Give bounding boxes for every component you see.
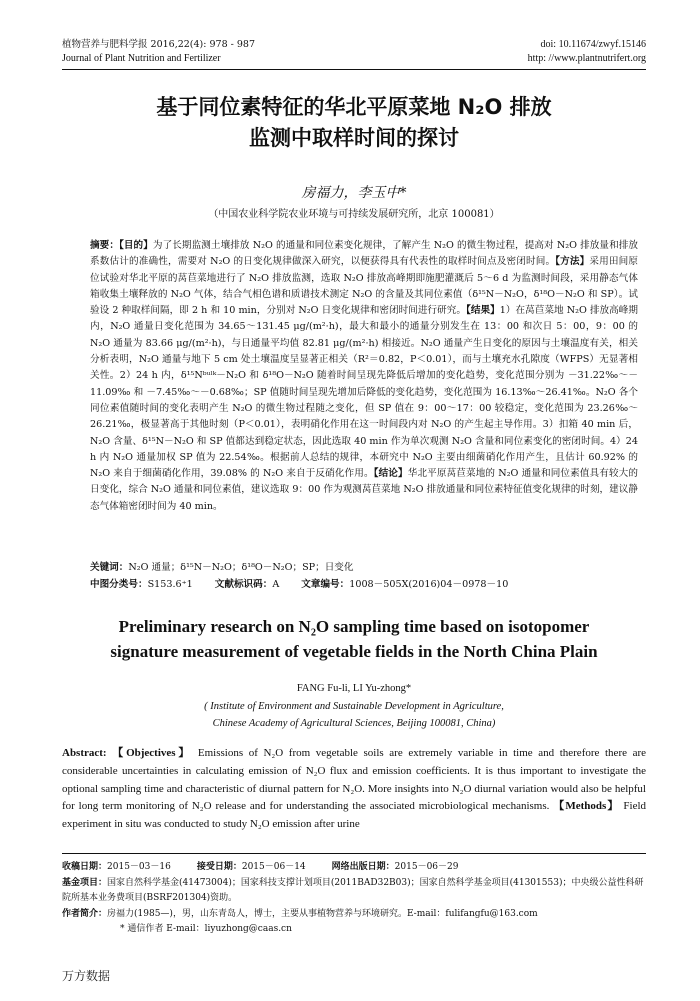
- result-label-zh: 【结果】: [466, 305, 500, 317]
- journal-citation-zh: 植物营养与肥料学报 2016,22(4): 978 - 987: [62, 39, 255, 50]
- title-zh-line2: 监测中取样时间的探讨: [249, 126, 459, 150]
- footnotes: [62, 860, 646, 938]
- header-divider: [62, 69, 646, 70]
- accepted-date: 2015－06－14: [241, 862, 306, 872]
- title-en-line2: signature measurement of vegetable fields in the North China Plain: [110, 642, 598, 661]
- running-header: [62, 38, 646, 66]
- method-text-en: Field experiment in situ was conducted to study N₂O emission after urine: [62, 800, 647, 831]
- title-en-line1: Preliminary research on N₂O sampling time based on isotopomer: [118, 617, 590, 636]
- abstract-en-label: Abstract:: [62, 747, 107, 759]
- article-no-label: 文章编号：: [301, 579, 350, 590]
- objective-label-en: 【Objectives】: [112, 747, 193, 759]
- authors-zh: 房福力，李玉中*: [301, 185, 407, 201]
- title-zh-line1: 基于同位素特征的华北平原菜地 N₂O 排放: [156, 95, 552, 119]
- author-bio-text: 房福力(1985—)，男，山东青岛人，博士，主要从事植物营养与环境研究。E-mail：fulifangfu@163.com: [107, 908, 538, 919]
- author-bio: [62, 907, 646, 923]
- doi[interactable]: doi: 10.11674/zwyf.15146: [540, 39, 646, 50]
- abstract-zh-label: 摘要：: [90, 240, 120, 251]
- accepted-label: 接受日期：: [196, 862, 242, 872]
- objective-text-zh: 为了长期监测土壤排放 N₂O 的通量和同位素变化规律，了解产生 N₂O 的微生物过程，提高对 N₂O 排放量和排放系数估计的准确性，需要对 N₂O 的日变化规律做深入研究，以便获得具有代表性的取样时间点及密闭时间。: [90, 240, 639, 268]
- online-date: 2015－06－29: [394, 862, 459, 872]
- funding-text: 国家自然科学基金(41473004)；国家科技支撑计划项目(2011BAD32B03)；国家自然科学基金项目(41301553)；中央级公益性科研院所基本业务费项目(BSRF201304)资助。: [62, 877, 644, 903]
- keywords-zh: [90, 560, 638, 576]
- author-bio-label: 作者简介：: [62, 908, 108, 919]
- method-label-zh: 【方法】: [555, 256, 590, 268]
- clc-label: 中图分类号：: [90, 579, 148, 590]
- classification-row: [90, 577, 638, 593]
- method-label-en: 【Methods】: [553, 800, 620, 813]
- affiliation-en: ( Institute of Environment and Sustainable Development in Agriculture, Chinese Academy of Agricultural Sciences, Beijing 100081, China): [204, 701, 504, 729]
- footnote-divider: [62, 853, 646, 854]
- keywords-text: N₂O 通量；δ¹⁵N－N₂O；δ¹⁸O－N₂O；SP；日变化: [128, 562, 354, 573]
- conclusion-label-zh: 【结论】: [373, 468, 408, 480]
- funding-label: 基金项目：: [62, 877, 108, 888]
- journal-name-en: Journal of Plant Nutrition and Fertilizer: [62, 53, 221, 64]
- received-date: 2015－03－16: [107, 862, 171, 872]
- abstract-zh: [90, 238, 638, 515]
- objective-label-zh: 【目的】: [119, 240, 153, 251]
- database-watermark: 万方数据: [62, 969, 111, 983]
- method-text-zh: 采用田间原位试验对华北平原的莴苣菜地进行了 N₂O 排放监测，选取 N₂O 排放高峰期即施肥灌溉后 5～6 d 为监测时间段，采用静态气体箱收集土壤释放的 N₂O 气体，结合气相色谱和质谱技术测定 N₂O 的含量及其同位素值（δ¹⁵N－N₂O，δ¹⁸O－N₂O 和 SP）。试验设 2 种取样间隔，即 2 h 和 10 min，分别对 N₂O 日变化规律和密闭时间进行研究。: [90, 256, 638, 317]
- abstract-en: [62, 745, 646, 834]
- conclusion-text-zh: 华北平原莴苣菜地的 N₂O 通量和同位素值具有较大的日变化，综合 N₂O 通量和同位素值，建议选取 9：00 作为观测莴苣菜地 N₂O 排放通量和同位素特征值变化规律的时刻，建议静态气体箱密闭时间为 40 min。: [90, 468, 638, 512]
- journal-url[interactable]: http: //www.plantnutrifert.org: [527, 53, 646, 64]
- result-text-zh: 1）在莴苣菜地 N₂O 排放高峰期内，N₂O 通量日变化范围为 34.65～131.45 μg/(m²·h)，最大和最小的通量分别发生在 13：00 和次日 5：00，9：00 的 N₂O 通量为 83.66 μg/(m²·h)，与日通量平均值 82.81 μg/(m²·h) 相接近。N₂O 通量产生日变化的原因与土壤温度有关，相关分析表明，N₂O 通量与地下 5 cm 处土壤温度呈显著正相关（R²＝0.82，P＜0.01），而与土壤充水孔隙度（WFPS）无显著相关性。2）24 h 内，δ¹⁵Nᵇᵘˡᵏ－N₂O 和 δ¹⁸O－N₂O 随着时间呈现先降低后增加的变化趋势，变化范围分别为 －31.22‰～－11.09‰ 和 －7.45‰～－0.68‰；SP 值随时间呈现先增加后降低的变化趋势，变化范围为 16.13‰～26.41‰。N₂O 各个同位素值随时间的变化表明产生 N₂O 的微生物过程随之变化，但 SP 值在 9：00～17：00 较稳定，变化范围为 23.26‰～26.21‰，极显著高于其他时刻（P＜0.01），表明硝化作用在这一时间段内对 N₂O 的产生起主导作用。3）扣箱 40 min 后，N₂O 含量、δ¹⁵N－N₂O 和 SP 值都达到稳定状态，因此选取 40 min 作为单次观测 N₂O 含量和同位素变化的密闭时间。4）24 h 内 N₂O 通量加权 SP 值为 22.54‰。根据前人总结的规律，本研究中 N₂O 主要由细菌硝化作用产生，且估计 60.92% 的 N₂O 来自于细菌硝化作用，39.08% 的 N₂O 来自于反硝化作用。: [90, 305, 639, 480]
- objective-text-en: Emissions of N₂O from vegetable soils are extremely variable in time and therefore there are considerable uncertainties in calculating emission of N₂O flux and emission coefficients. It is thus important to investigate the optional sampling time and characteristic of diurnal pattern for N₂O. More insights into N₂O diurnal variation would also be helpful for long term monitoring of N₂O release and for understanding the associated microbiological mechanisms.: [62, 747, 647, 813]
- online-label: 网络出版日期：: [331, 862, 395, 872]
- corresponding-author: * 通信作者 E-mail：liyuzhong@caas.cn: [120, 924, 292, 934]
- title-zh: [62, 92, 646, 154]
- received-label: 收稿日期：: [62, 862, 108, 872]
- affiliation-zh: （中国农业科学院农业环境与可持续发展研究所，北京 100081）: [208, 209, 500, 220]
- doc-code-label: 文献标识码：: [214, 579, 273, 590]
- authors-en: FANG Fu-li, LI Yu-zhong*: [296, 683, 412, 694]
- article-no-value: 1008－505X(2016)04－0978－10: [349, 579, 509, 590]
- title-en: [62, 614, 646, 664]
- clc-value: S153.6⁺1: [147, 579, 193, 590]
- keywords-label: 关键词：: [90, 562, 129, 573]
- doc-code-value: A: [272, 579, 280, 590]
- dates-row: [62, 860, 646, 876]
- funding-note: [62, 876, 646, 907]
